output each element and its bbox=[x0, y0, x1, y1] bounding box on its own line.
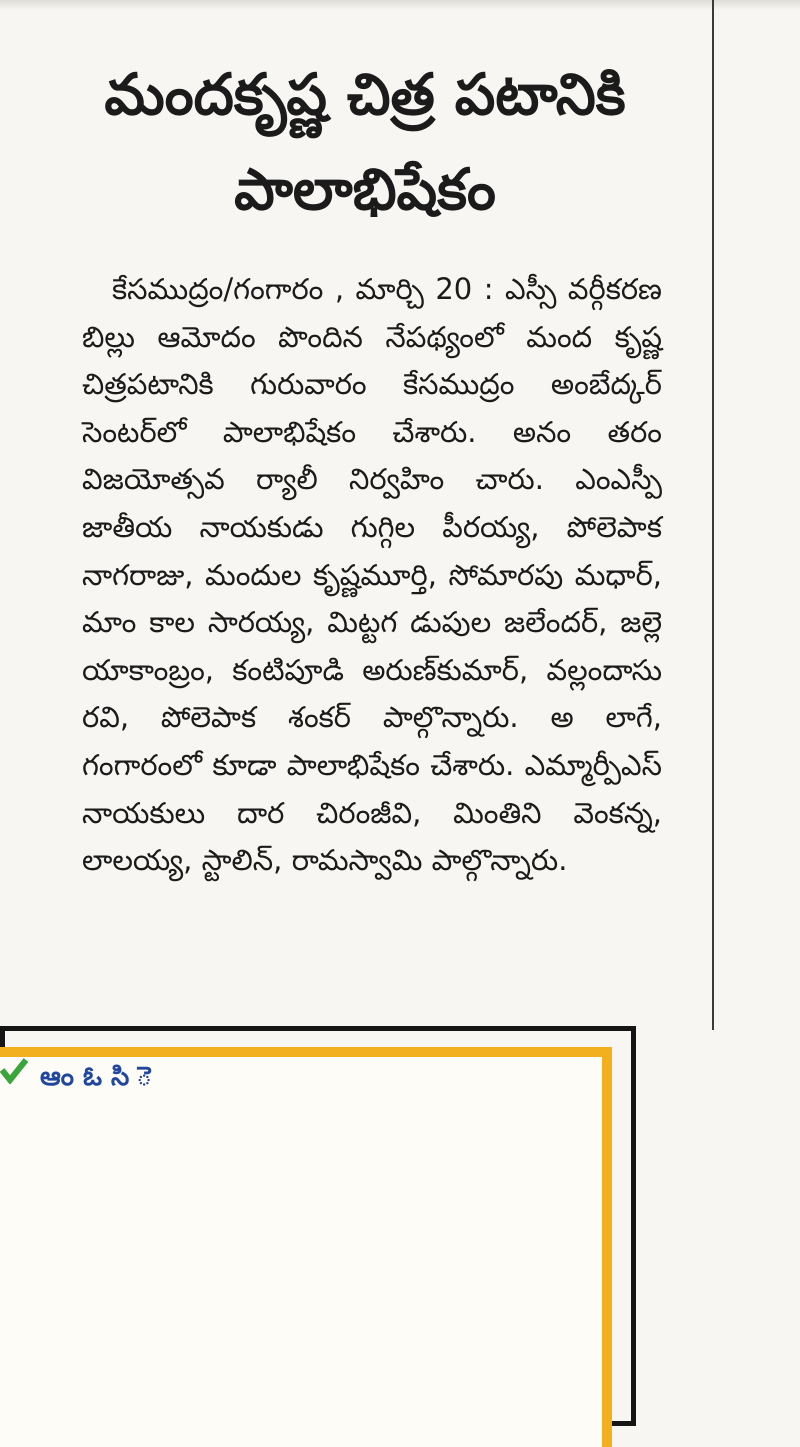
headline bbox=[40, 48, 690, 238]
article-text: ఎస్సీ వర్గీకరణ బిల్లు ఆమోదం పొందిన నేపథ్యంలో మంద కృష్ణ చిత్రపటానికి గురువారం కేసముద్రం అంబేద్కర్ సెంటర్‌లో పాలాభిషేకం చేశారు. అనం తరం విజయోత్సవ ర్యాలీ నిర్వహిం చారు. ఎంఎస్పీ జాతీయ నాయకుడు గుగ్గిల పీరయ్య, పోలెపాక నాగరాజు, మందుల కృష్ణమూర్తి, సోమారపు మధార్, మాం కాల సారయ్య, మిట్టగ డుపుల జలేందర్, జల్లె యాకాంబ్రం, కంటిపూడి అరుణ్‌కుమార్, వల్లందాసు రవి, పోలెపాక శంకర్ పాల్గొన్నారు. అ లాగే, గంగారంలో కూడా పాలాభిషేకం చేశారు. ఎమ్మార్పీఎస్ నాయకులు దార చిరంజీవి, మింతిని వెంకన్న, లాలయ్య, స్టాలిన్, రామస్వామి పాల్గొన్నారు. bbox=[82, 272, 662, 878]
article-body bbox=[82, 266, 662, 885]
headline-line-2: పాలాభిషేకం bbox=[234, 157, 496, 223]
advertisement-panel bbox=[0, 1047, 612, 1447]
top-strip bbox=[0, 0, 800, 10]
checkmark-logo-icon bbox=[0, 1058, 28, 1084]
article-dateline: కేసముద్రం/గంగారం , మార్చి 20 : bbox=[112, 272, 494, 306]
headline-line-1: మందకృష్ణ చిత్ర పటానికి bbox=[104, 62, 626, 128]
column-divider bbox=[712, 0, 714, 1030]
advertisement-text: ఆం ఓ సి ె bbox=[40, 1062, 152, 1092]
